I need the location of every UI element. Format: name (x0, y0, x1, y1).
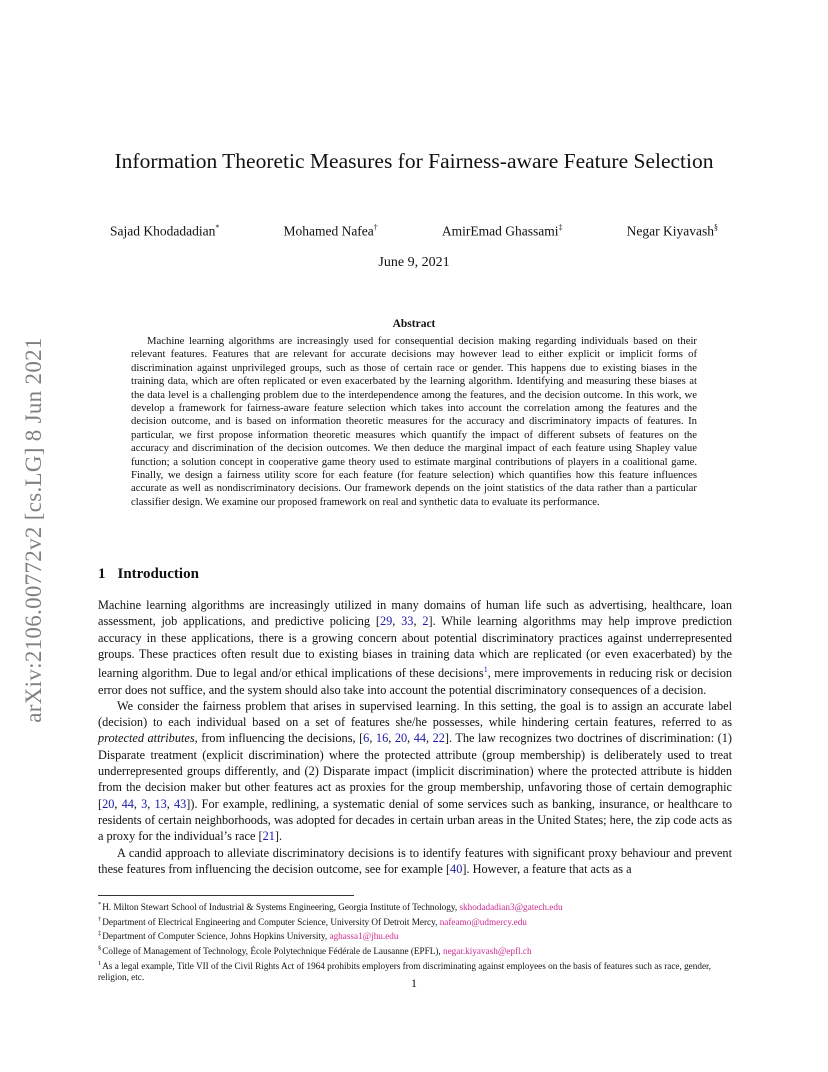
citation-link[interactable]: 13 (154, 796, 167, 811)
citation-link[interactable]: 43 (173, 796, 187, 811)
footnote: $^1$As a legal example, Title VII of the Civil Rights Act of 1964 prohibits employers from discriminating against employees on the basis of features such as race, gender, religion, etc. (98, 959, 712, 983)
citation-link[interactable]: 3 (141, 796, 148, 811)
footnotes (98, 899, 734, 984)
citation-link[interactable]: 20 (102, 796, 115, 811)
footnote: §College of Management of Technology, École Polytechnique Fédérale de Lausanne (EPFL), negar.kiyavash@epfl.ch (98, 944, 532, 957)
email-link[interactable]: aghassa1@jhu.edu (329, 931, 399, 942)
email-link[interactable]: skhodadadian3@gatech.edu (459, 902, 563, 913)
paragraph: Machine learning algorithms are increasingly utilized in many domains of human life such as advertising, healthcare, loan assessment, job applications, and predictive policing [29, 33, 2]. While learning algorithms may help improve prediction accuracy in these applications, there is a growing concern about potential discriminatory practices against underrepresented groups. These practices often result due to existing biases in training data which are replicated (or even exacerbated) by the learning algorithm. Due to legal and/or ethical implications of these decisions$^1$, mere improvements in reducing risk or decision error does not suffice, and the system should also take into account the potential discriminatory consequences of a decision. (98, 598, 733, 697)
paper-title: Information Theoretic Measures for Fairness-aware Feature Selection (114, 149, 714, 173)
citation-link[interactable]: 40 (450, 861, 463, 876)
section-body (98, 597, 732, 877)
author: AmirEmad Ghassami‡ (441, 223, 563, 239)
citation-link[interactable]: 21 (262, 829, 275, 844)
page-number: 1 (411, 976, 417, 990)
email-link[interactable]: negar.kiyavash@epfl.ch (442, 946, 532, 957)
citation-link[interactable]: 6 (363, 731, 370, 746)
citation-link[interactable]: 22 (432, 731, 445, 746)
email-link[interactable]: nafeamo@udmercy.edu (439, 916, 527, 927)
footnote-link[interactable]: 1 (483, 665, 488, 675)
paragraph: We consider the fairness problem that arises in supervised learning. In this setting, the goal is to assign an accurate label (decision) to each individual based on a set of features she/he possesses, while hindering certain features, referred to as protected attributes, from influencing the decisions, [6, 16, 20, 44, 22]. The law recognizes two doctrines of discrimination: (1) Disparate treatment (explicit discrimination) where the protected attribute (group membership) is deliberately used to treat underrepresented groups differently, and (2) Disparate impact (implicit discrimination) where the protected attribute is hidden from the decision maker but other features act as proxies for the group membership, unfavoring those of certain demographic [20, 44, 3, 13, 43]). For example, redlining, a systematic denial of some services such as banking, insurance, or healthcare to residents of certain neighborhoods, was adopted for decades in certain urban areas in the United States; here, the zip code acts as a proxy for the individual’s race [21]. (98, 698, 732, 844)
paragraph: A candid approach to alleviate discriminatory decisions is to identify features with significant proxy behaviour and prevent these features from influencing the decision outcome, see for example [40]. However, a feature that acts as a (98, 845, 732, 876)
section-heading: 1 Introduction (98, 566, 199, 582)
arxiv-identifier: arXiv:2106.00772v2 [cs.LG] 8 Jun 2021 (21, 337, 46, 723)
paper-date: June 9, 2021 (378, 255, 450, 270)
footnote-rule (98, 895, 354, 896)
citation-link[interactable]: 33 (401, 614, 414, 629)
footnote: †Department of Electrical Engineering and Computer Science, University Of Detroit Mercy, nafeamo@udmercy.edu (98, 915, 527, 927)
author: Mohamed Nafea† (283, 223, 378, 239)
citation-link[interactable]: 16 (375, 731, 389, 746)
footnote: ‡Department of Computer Science, Johns Hopkins University, aghassa1@jhu.edu (98, 930, 399, 942)
abstract-heading: Abstract (392, 318, 436, 330)
citation-link[interactable]: 44 (121, 796, 134, 811)
author-list (110, 223, 718, 240)
citation-link[interactable]: 29 (379, 614, 393, 629)
abstract-text: Machine learning algorithms are increasingly used for consequential decision making regarding individuals based on their relevant features. Features that are relevant for accurate decisions may however lead to either explicit or implicit forms of discrimination against unprivileged groups, such as those of certain race or gender. This happens due to existing biases in the training data, which are often replicated or even exacerbated by the learning algorithm. Identifying and measuring these biases at the data level is a challenging problem due to the interdependence among the features, and the decision outcome. In this work, we develop a framework for fairness-aware feature selection which takes into account the correlation among the features and the decision outcome, and is based on information theoretic measures for the accuracy and discriminatory impacts of features. In particular, we first propose information theoretic measures which quantify the impact of different subsets of features on the accuracy and discrimination of the decision outcomes. We then deduce the marginal impact of each feature using Shapley value function; a solution concept in cooperative game theory used to estimate marginal contributions of players in a coalitional game. Finally, we design a fairness utility score for each feature (for feature selection) which quantifies how this feature influences accurate as well as nondiscriminatory decisions. Our framework depends on the joint statistics of the data rather than a particular classifier design. We examine our proposed framework on real and synthetic data to evaluate its performance. (131, 335, 697, 508)
author: Sajad Khodadadian* (110, 223, 220, 239)
citation-link[interactable]: 20 (394, 731, 408, 746)
author: Negar Kiyavash§ (626, 223, 718, 239)
footnote: *H. Milton Stewart School of Industrial & Systems Engineering, Georgia Institute of Technology, skhodadadian3@gatech.edu (98, 901, 563, 913)
citation-link[interactable]: 2 (422, 614, 429, 629)
citation-link[interactable]: 44 (413, 731, 426, 746)
